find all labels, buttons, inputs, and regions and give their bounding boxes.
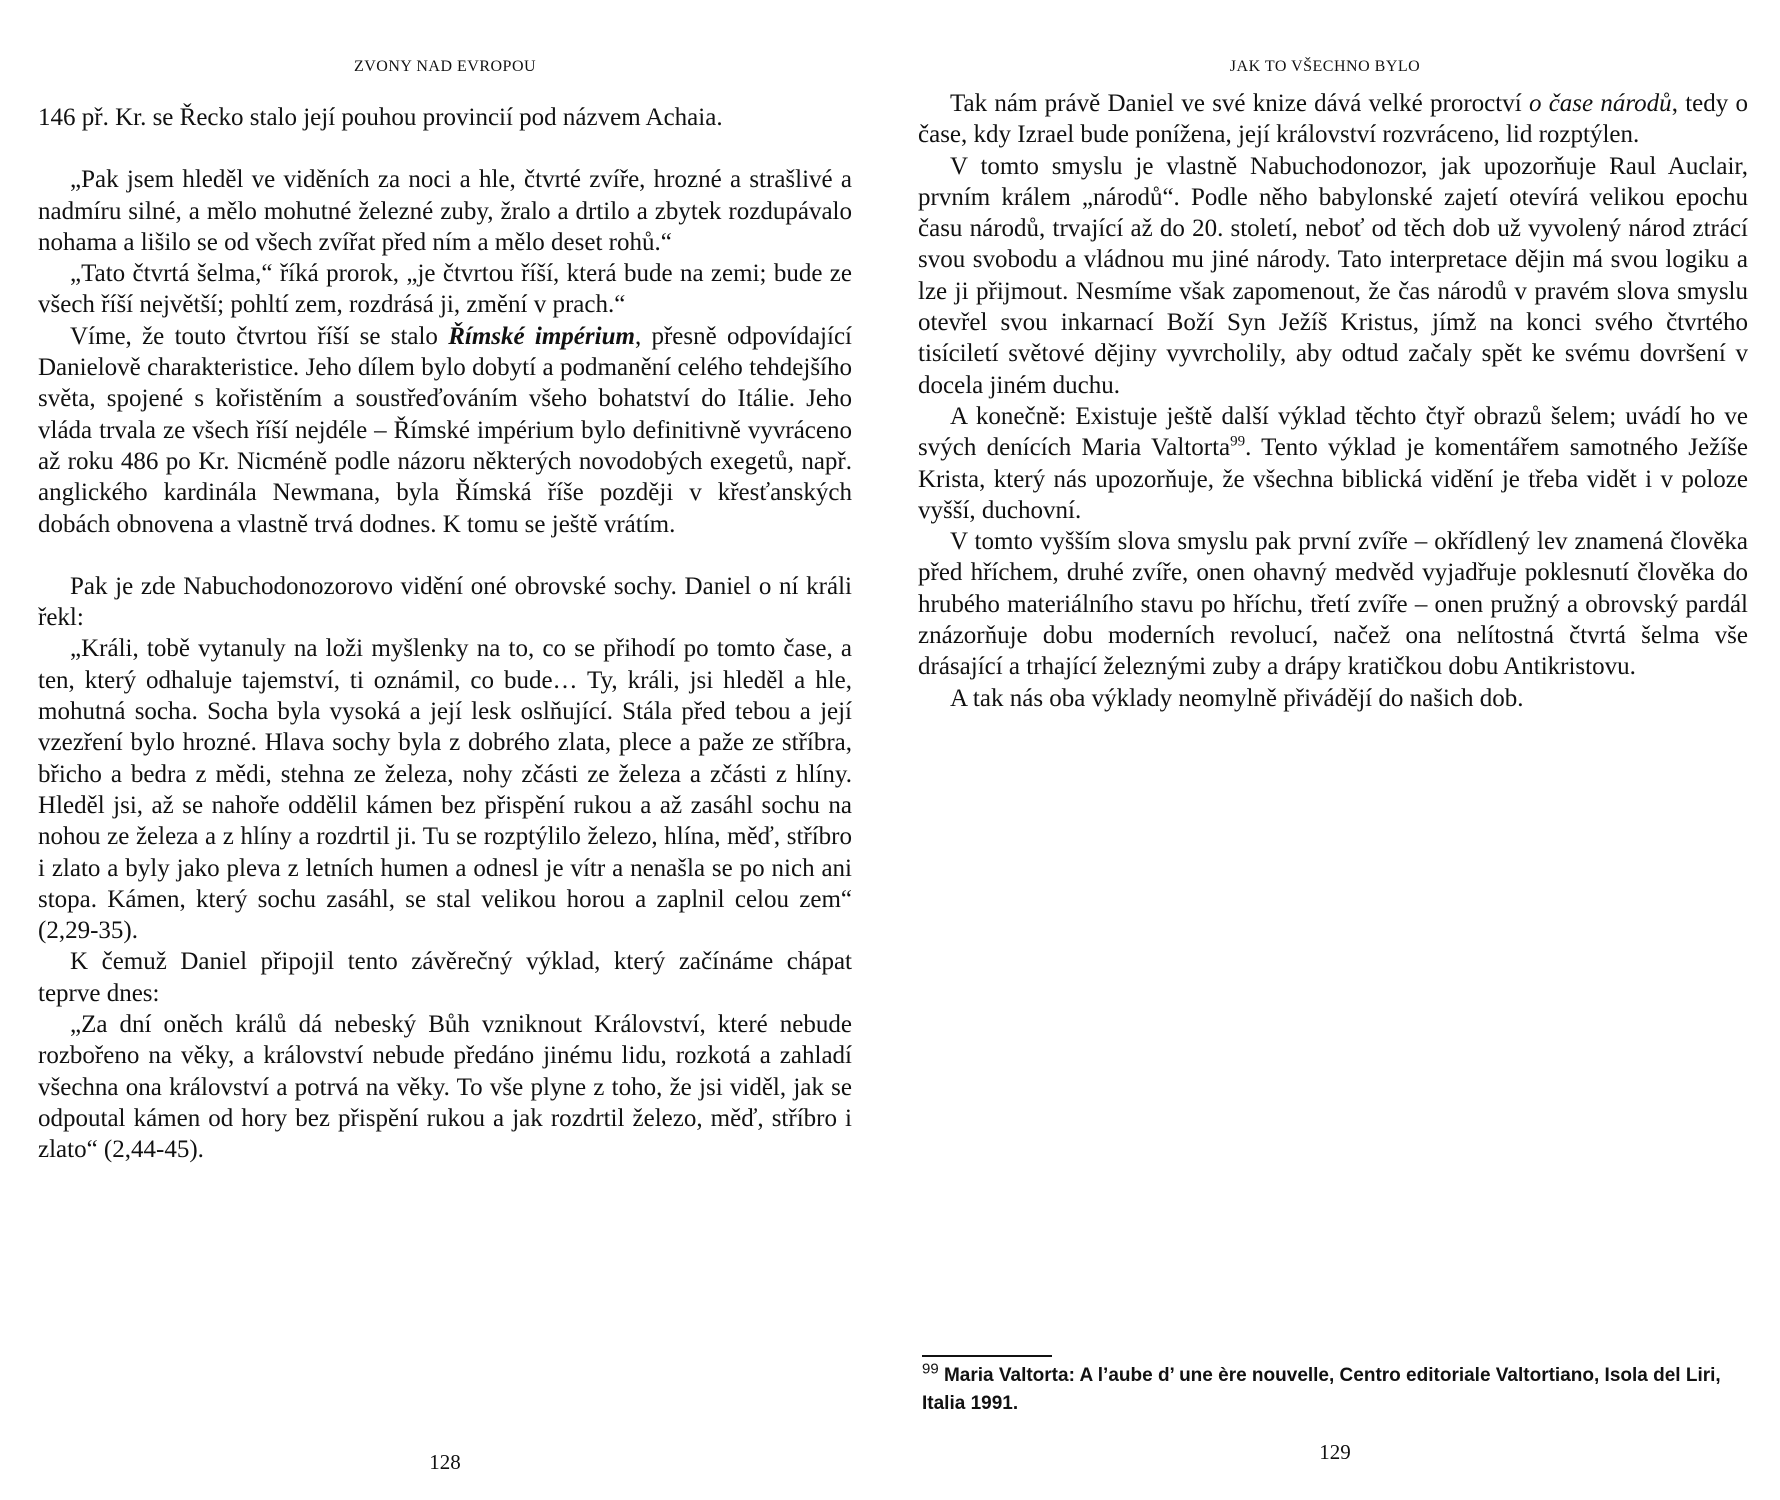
right-body-text: [918, 88, 1748, 714]
page-number-left: 128: [429, 1450, 461, 1474]
text-run: Tak nám právě Daniel ve své knize dává velké proroctví: [950, 90, 1529, 117]
paragraph: V tomto vyšším slova smyslu pak první zvíře – okřídlený lev znamená člověka před hříchem, druhé zvíře, onen ohavný medvěd vyjadřuje poklesnutí člověka do hrubého materiálního stavu po hříchu, třetí zvíře – onen pružný a obrovský pardál znázorňuje dobu moderních revolucí, načež ona nelítostná čtvrtá šelma vše drásající a trhající železnými zuby a drápy kratičkou dobu Antikristovu.: [918, 528, 1748, 681]
text-run: , tedy o čase, kdy Izrael bude ponížena, její království rozvráceno, lid rozptýlen.: [918, 90, 1748, 149]
footnote-text: Maria Valtorta: A l’aube d’ une ère nouvelle, Centro editoriale Valtortiano, Isola del Liri, Italia 1991.: [922, 1365, 1721, 1414]
paragraph: [918, 401, 1748, 526]
paragraph: Pak je zde Nabuchodonozorovo vidění oné obrovské sochy. Daniel o ní králi řekl:: [38, 572, 852, 632]
running-head-right: JAK TO VŠECHNO BYLO: [1229, 58, 1421, 75]
paragraph: „Králi, tobě vytanuly na loži myšlenky na to, co se přihodí po tomto čase, a ten, který odhaluje tajemství, ti oznámil, co bude… Ty, králi, jsi hleděl a hle, mohutná socha. Socha byla vysoká a její lesk oslňující. Stála před tebou a její vzezření bylo hrozné. Hlava sochy byla z dobrého zlata, plece a paže ze stříbra, břicho a bedra z mědi, stehna ze železa, nohy zčásti ze železa a zčásti z hlíny. Hleděl jsi, až se nahoře oddělil kámen bez přispění rukou a až zasáhl sochu na nohou ze železa a z hlíny a rozdrtil ji. Tu se rozptýlilo železo, hlína, měď, stříbro i zlato a byly jako pleva z letních humen a odnesl je vítr a nenašla se po nich ani stopa. Kámen, který sochu zasáhl, se stal velikou horou a zaplnil celou zem“ (2,29-35).: [38, 635, 852, 945]
italic-text: Římské impérium: [448, 322, 635, 350]
text-run: . Tento výklad je komentářem samotného Ježíše Krista, který nás upozorňuje, že všechna biblická vidění je třeba vidět i v poloze vyšší, duchovní.: [918, 434, 1749, 524]
text-run: Víme, že touto čtvrtou říší se stalo: [70, 322, 449, 350]
paragraph: „Tato čtvrtá šelma,“ říká prorok, „je čtvrtou říší, která bude na zemi; bude ze všech říší největší; pohltí zem, rozdrásá ji, změní v prach.“: [38, 260, 852, 319]
footnote-number: 99: [922, 1360, 939, 1378]
right-page: [890, 0, 1780, 1500]
paragraph: „Pak jsem hleděl ve viděních za noci a hle, čtvrté zvíře, hrozné a strašlivé a nadmíru silné, a mělo mohutné železné zuby, žralo a drtilo a zbytek rozdupávalo nohama a lišilo se od všech zvířat před ním a mělo deset rohů.“: [38, 166, 852, 256]
footnote-ref[interactable]: 99: [1230, 433, 1246, 450]
paragraph: V tomto smyslu je vlastně Nabuchodonozor, jak upozorňuje Raul Auclair, prvním králem „národů“. Podle něho babylonské zajetí otevírá velikou epochu času národů, trvající až do 20. století, neboť od těch dob už vyvolený národ ztrácí svou svobodu a vládnou mu jiné národy. Tato interpretace dějin má svou logiku a lze ji přijmout. Nesmíme však zapomenout, že čas národů v pravém slova smyslu otevřel svou inkarnací Boží Syn Ježíš Kristus, jímž na konci svého čtvrtého tisíciletí světové dějiny vyvrcholily, aby odtud začaly spět ke svému dovršení v docela jiném duchu.: [918, 152, 1748, 399]
paragraph: [918, 88, 1748, 151]
italic-text: o čase národů: [1528, 90, 1672, 117]
paragraph: A tak nás oba výklady neomylně přivádějí do našich dob.: [950, 684, 1524, 712]
footnote-rule: [922, 1355, 1052, 1357]
page-number-right: 129: [1319, 1440, 1351, 1464]
left-body-text: [38, 102, 852, 1166]
text-run: A konečně: Existuje ještě další výklad těchto čtyř obrazů šelem; uvádí ho ve svých denících Maria Valtorta: [918, 402, 1748, 462]
text-run: , přesně odpovídající Danielově charakteristice. Jeho dílem bylo dobytí a podmanění celého tehdejšího světa, spojené s kořistěním a soustřeďováním všeho bohatství do Itálie. Jeho vláda trvala ze všech říší nejdéle – Římské impérium bylo definitivně vyvráceno až roku 486 po Kr. Nicméně podle názoru některých novodobých exegetů, např. anglického kardinála Newmana, byla Římská říše později v křesťanských dobách obnovena a vlastně trvá dodnes. K tomu se ještě vrátím.: [38, 322, 852, 538]
paragraph: 146 př. Kr. se Řecko stalo její pouhou provincií pod názvem Achaia.: [38, 104, 723, 131]
paragraph: K čemuž Daniel připojil tento závěrečný výklad, který začínáme chápat teprve dnes:: [38, 948, 852, 1007]
footnote: [922, 1362, 1748, 1418]
paragraph: [38, 321, 852, 540]
running-head-left: ZVONY NAD EVROPOU: [353, 58, 537, 75]
paragraph: „Za dní oněch králů dá nebeský Bůh vzniknout Království, které nebude rozbořeno na věky, a království nebude předáno jinému lidu, rozkotá a zahladí všechna ona království a potrvá na věky. To vše plyne z toho, že jsi viděl, jak se odpoutal kámen od hory bez přispění rukou a jak rozdrtil železo, měď, stříbro i zlato“ (2,44-45).: [38, 1011, 852, 1164]
